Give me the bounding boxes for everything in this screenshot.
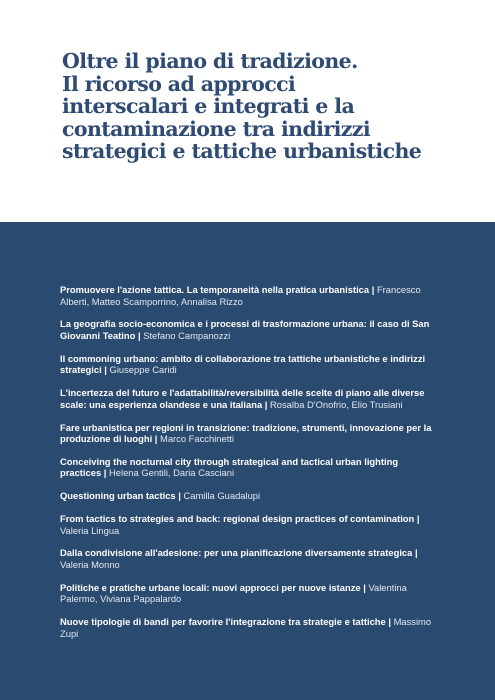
entry-authors: Camilla Guadalupi bbox=[183, 490, 261, 502]
entry-authors: Rosalba D'Onofrio, Elio Trusiani bbox=[270, 398, 403, 410]
entry-title: Fare urbanistica per regioni in transizione: tradizione, strumenti, innovazione per la produzione di luoghi | bbox=[60, 421, 432, 445]
title-line: Il ricorso ad approcci bbox=[62, 71, 296, 96]
entry-authors: Francesco Alberti, Matteo Scamporrino, Annalisa Rizzo bbox=[60, 284, 421, 307]
entry-authors: Helena Gentili, Daria Casciani bbox=[109, 467, 235, 479]
toc-entry bbox=[60, 284, 440, 307]
entry-title: Conceiving the nocturnal city through strategical and tactical urban lighting practices | bbox=[60, 455, 399, 479]
toc-entry bbox=[60, 616, 440, 639]
toc-entry bbox=[60, 513, 440, 536]
section-title bbox=[62, 50, 482, 163]
entry-title: L'incertezza del futuro e l'adattabilità/reversibilità delle scelte di piano alle diverse scale: una esperienza olandese e una italiana | bbox=[60, 387, 425, 410]
entry-title: Il commoning urbano: ambito di collaborazione tra tattiche urbanistiche e indirizzi strategici | bbox=[60, 352, 426, 376]
entry-authors: Valeria Lingua bbox=[60, 524, 120, 536]
table-of-contents bbox=[60, 284, 440, 651]
entry-title: From tactics to strategies and back: regional design practices of contamination | bbox=[60, 513, 420, 525]
title-line: contaminazione tra indirizzi bbox=[62, 116, 371, 141]
entry-title: La geografia socio-economica e i processi di trasformazione urbana: il caso di San Giovanni Teatino | bbox=[60, 318, 430, 341]
entry-authors: Valentina Palermo, Viviana Pappalardo bbox=[60, 581, 407, 605]
entry-title: Dalla condivisione all'adesione: per una pianificazione diversamente strategica | bbox=[60, 547, 418, 559]
toc-entry bbox=[60, 422, 440, 445]
toc-entry bbox=[60, 387, 440, 410]
entry-authors: Massimo Zupi bbox=[60, 616, 432, 639]
toc-entry bbox=[60, 582, 440, 605]
entry-title: Questioning urban tactics | bbox=[60, 490, 181, 502]
toc-entry bbox=[60, 353, 440, 376]
title-line: interscalari e integrati e la bbox=[62, 94, 355, 119]
title-line: strategici e tattiche urbanistiche bbox=[62, 139, 422, 164]
entry-authors: Stefano Campanozzi bbox=[143, 329, 231, 341]
toc-entry bbox=[60, 318, 440, 341]
toc-entry bbox=[60, 456, 440, 479]
entry-title: Politiche e pratiche urbane locali: nuovi approcci per nuove istanze | bbox=[60, 581, 366, 593]
toc-entry bbox=[60, 547, 440, 570]
entry-authors: Marco Facchinetti bbox=[160, 433, 234, 445]
toc-entry bbox=[60, 490, 440, 502]
entry-authors: Valeria Monno bbox=[60, 559, 120, 570]
entry-title: Nuove tipologie di bandi per favorire l'integrazione tra strategie e tattiche | bbox=[60, 616, 391, 628]
header bbox=[0, 0, 495, 222]
entry-title: Promuovere l'azione tattica. La temporaneità nella pratica urbanistica | bbox=[60, 284, 375, 295]
title-line: Oltre il piano di tradizione. bbox=[62, 49, 358, 73]
entry-authors: Giuseppe Caridi bbox=[109, 364, 177, 376]
